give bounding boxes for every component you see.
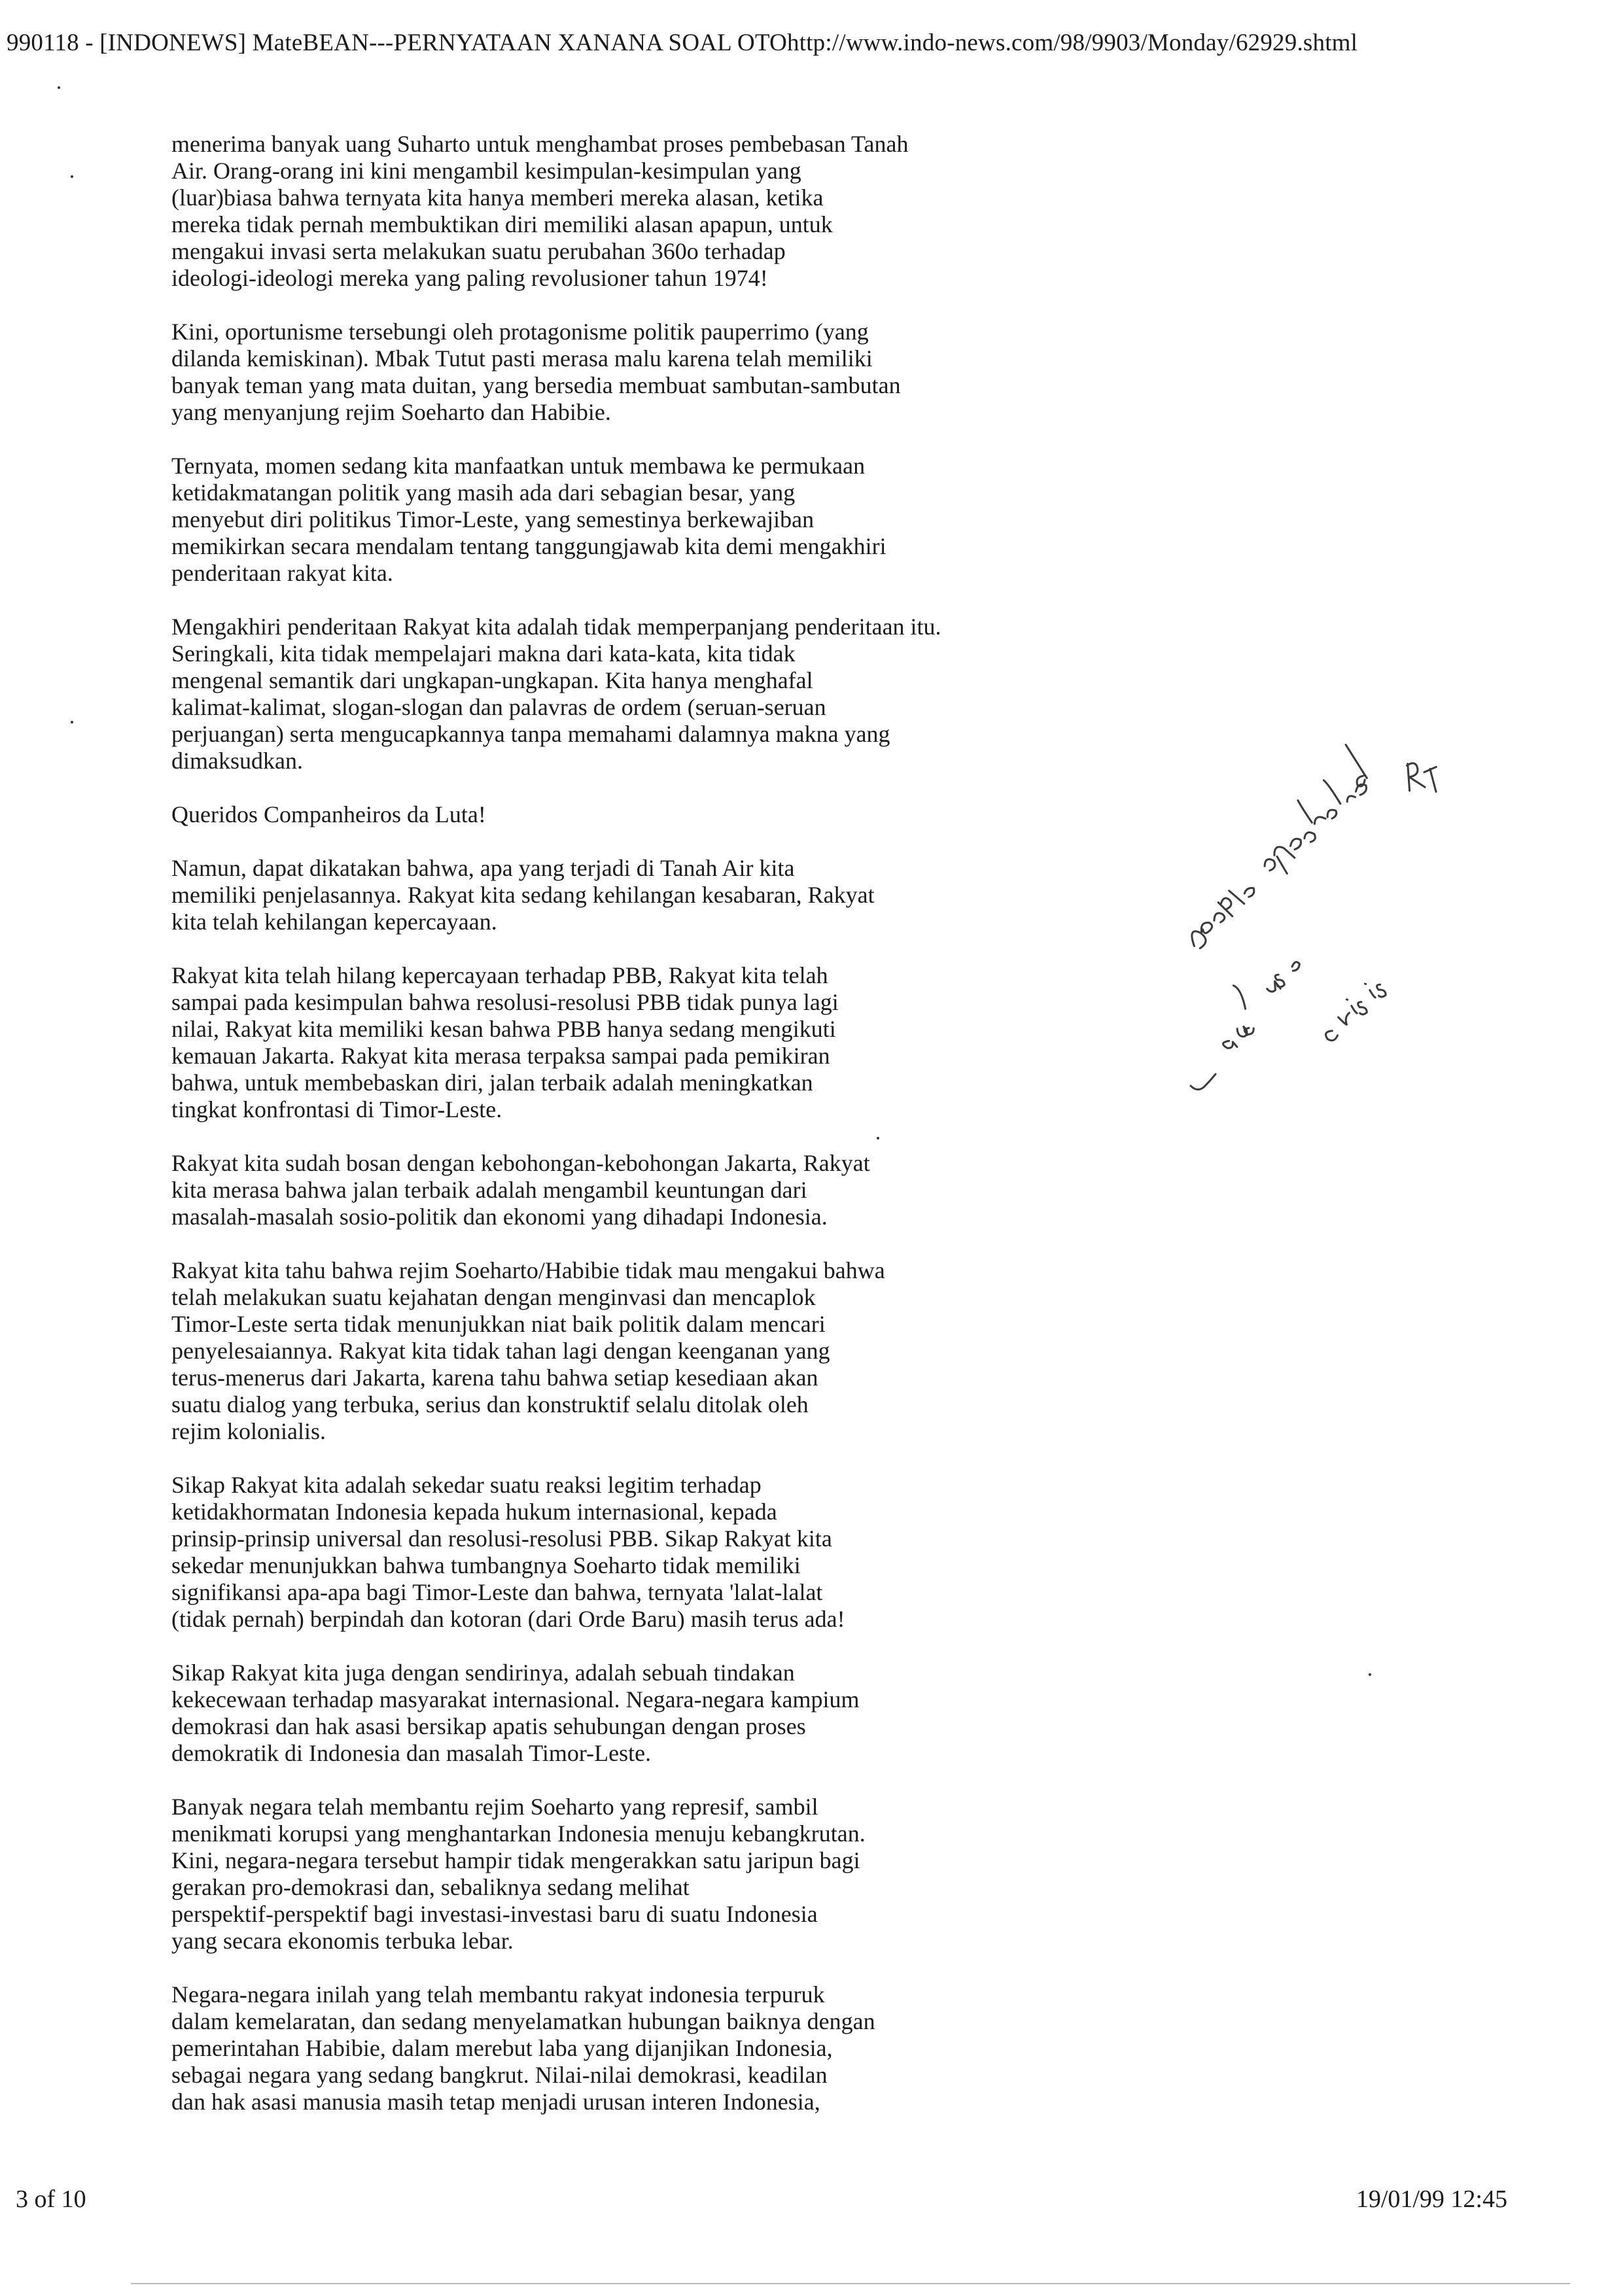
text-line: Sikap Rakyat kita adalah sekedar suatu reaksi legitim terhadap: [171, 1472, 762, 1498]
text-line: bahwa, untuk membebaskan diri, jalan terbaik adalah meningkatkan: [171, 1070, 813, 1096]
text-line: (tidak pernah) berpindah dan kotoran (dari Orde Baru) masih terus ada!: [171, 1606, 845, 1632]
text-line: ketidakmatangan politik yang masih ada dari sebagian besar, yang: [171, 479, 796, 506]
text-line: kita merasa bahwa jalan terbaik adalah mengambil keuntungan dari: [171, 1177, 807, 1203]
handwriting-rt: [1401, 756, 1443, 799]
paragraph: [171, 453, 1087, 587]
paragraph: [171, 1981, 1087, 2115]
text-line: demokrasi dan hak asasi bersikap apatis sehubungan dengan proses: [171, 1713, 806, 1739]
text-line: Banyak negara telah membantu rejim Soeharto yang represif, sambil: [171, 1794, 818, 1820]
text-line: Timor-Leste serta tidak menunjukkan niat baik politik dalam mencari: [171, 1311, 826, 1337]
text-line: dan hak asasi manusia masih tetap menjadi urusan interen Indonesia,: [171, 2089, 820, 2115]
text-line: perspektif-perspektif bagi investasi-investasi baru di suatu Indonesia: [171, 1901, 818, 1927]
handwriting-people-upset: [1154, 744, 1390, 950]
text-line: dimaksudkan.: [171, 748, 303, 774]
text-line: penyelesaiannya. Rakyat kita tidak tahan lagi dengan keenganan yang: [171, 1338, 830, 1364]
text-line: dilanda kemiskinan). Mbak Tutut pasti merasa malu karena telah memiliki: [171, 345, 873, 372]
text-line: mengakui invasi serta melakukan suatu perubahan 360o terhadap: [171, 238, 786, 264]
text-line: memikirkan secara mendalam tentang tanggungjawab kita demi mengakhiri: [171, 533, 886, 559]
text-line: memiliki penjelasannya. Rakyat kita sedang kehilangan kesabaran, Rakyat: [171, 882, 875, 908]
scan-edge-line: [131, 2283, 1570, 2284]
handwritten-annotation: [1099, 700, 1505, 1092]
page-number: 3 of 10: [16, 2185, 86, 2213]
text-line: ideologi-ideologi mereka yang paling revolusioner tahun 1974!: [171, 265, 768, 291]
text-line: Rakyat kita tahu bahwa rejim Soeharto/Habibie tidak mau mengakui bahwa: [171, 1257, 885, 1283]
paragraph: [171, 1794, 1087, 1955]
paragraph: [171, 319, 1087, 426]
text-line: menerima banyak uang Suharto untuk menghambat proses pembebasan Tanah: [171, 131, 909, 157]
handwriting-mark: [1191, 1074, 1216, 1090]
text-line: kemauan Jakarta. Rakyat kita merasa terpaksa sampai pada pemikiran: [171, 1043, 830, 1069]
scan-speck: [877, 1137, 879, 1139]
text-line: banyak teman yang mata duitan, yang bersedia membuat sambutan-sambutan: [171, 372, 901, 398]
text-line: Mengakhiri penderitaan Rakyat kita adalah tidak memperpanjang penderitaan itu.: [171, 614, 941, 640]
text-line: mengenal semantik dari ungkapan-ungkapan. Kita hanya menghafal: [171, 667, 813, 693]
text-line: pemerintahan Habibie, dalam merebut laba yang dijanjikan Indonesia,: [171, 2035, 833, 2061]
text-line: menyebut diri politikus Timor-Leste, yang semestinya berkewajiban: [171, 506, 815, 532]
paragraph: [171, 1257, 1087, 1445]
text-line: demokratik di Indonesia dan masalah Timor-Leste.: [171, 1740, 652, 1766]
text-line: terus-menerus dari Jakarta, karena tahu bahwa setiap kesediaan akan: [171, 1365, 818, 1391]
text-line: penderitaan rakyat kita.: [171, 560, 393, 586]
scan-speck: [58, 86, 60, 89]
text-line: yang menyanjung rejim Soeharto dan Habibie.: [171, 399, 611, 425]
text-line: dalam kemelaratan, dan sedang menyelamatkan hubungan baiknya dengan: [171, 2008, 875, 2034]
text-line: (luar)biasa bahwa ternyata kita hanya memberi mereka alasan, ketika: [171, 184, 824, 211]
text-line: Air. Orang-orang ini kini mengambil kesimpulan-kesimpulan yang: [171, 158, 801, 184]
text-line: kita telah kehilangan kepercayaan.: [171, 909, 497, 935]
text-line: Kini, negara-negara tersebut hampir tidak mengerakkan satu jaripun bagi: [171, 1847, 860, 1873]
text-line: sebagai negara yang sedang bangkrut. Nilai-nilai demokrasi, keadilan: [171, 2062, 828, 2088]
handwriting-crisis: [1313, 977, 1393, 1043]
text-line: ketidakhormatan Indonesia kepada hukum internasional, kepada: [171, 1499, 777, 1525]
text-line: perjuangan) serta mengucapkannya tanpa memahami dalamnya makna yang: [171, 721, 890, 747]
text-line: gerakan pro-demokrasi dan, sebaliknya sedang melihat: [171, 1874, 690, 1900]
text-line: telah melakukan suatu kejahatan dengan menginvasi dan mencaplok: [171, 1284, 816, 1310]
text-line: signifikansi apa-apa bagi Timor-Leste dan bahwa, ternyata 'lalat-lalat: [171, 1579, 823, 1605]
text-line: Rakyat kita telah hilang kepercayaan terhadap PBB, Rakyat kita telah: [171, 962, 828, 988]
paragraph: [171, 1472, 1087, 1633]
text-line: Rakyat kita sudah bosan dengan kebohongan-kebohongan Jakarta, Rakyat: [171, 1150, 870, 1176]
text-line: Negara-negara inilah yang telah membantu rakyat indonesia terpuruk: [171, 1981, 825, 2008]
text-line: Seringkali, kita tidak mempelajari makna dari kata-kata, kita tidak: [171, 640, 796, 667]
scan-speck: [1369, 1673, 1371, 1676]
text-line: kekecewaan terhadap masyarakat internasional. Negara-negara kampium: [171, 1686, 860, 1713]
scan-speck: [71, 721, 73, 723]
text-line: sampai pada kesimpulan bahwa resolusi-resolusi PBB tidak punya lagi: [171, 989, 839, 1015]
handwriting-and-use: [1200, 952, 1320, 1052]
text-line: tingkat konfrontasi di Timor-Leste.: [171, 1096, 502, 1122]
text-line: prinsip-prinsip universal dan resolusi-resolusi PBB. Sikap Rakyat kita: [171, 1525, 832, 1552]
document-body: [171, 131, 1087, 2142]
paragraph: [171, 962, 1087, 1123]
paragraph: [171, 855, 1087, 935]
text-line: yang secara ekonomis terbuka lebar.: [171, 1928, 514, 1954]
paragraph: [171, 614, 1087, 774]
text-line: mereka tidak pernah membuktikan diri memiliki alasan apapun, untuk: [171, 211, 833, 237]
paragraph: [171, 801, 1087, 828]
text-line: Namun, dapat dikatakan bahwa, apa yang terjadi di Tanah Air kita: [171, 855, 795, 881]
text-line: nilai, Rakyat kita memiliki kesan bahwa PBB hanya sedang mengikuti: [171, 1016, 836, 1042]
text-line: menikmati korupsi yang menghantarkan Indonesia menuju kebangkrutan.: [171, 1820, 866, 1847]
text-line: rejim kolonialis.: [171, 1418, 326, 1444]
scan-speck: [71, 175, 73, 178]
paragraph: [171, 1150, 1087, 1230]
text-line: Sikap Rakyat kita juga dengan sendirinya, adalah sebuah tindakan: [171, 1660, 795, 1686]
paragraph: [171, 131, 1087, 292]
page-header-url: 990118 - [INDONEWS] MateBEAN---PERNYATAAN XANANA SOAL OTOhttp://www.indo-news.com/98/9903/Monday/62929.shtml: [7, 29, 1358, 56]
text-line: Ternyata, momen sedang kita manfaatkan untuk membawa ke permukaan: [171, 453, 866, 479]
text-line: Kini, oportunisme tersebungi oleh protagonisme politik pauperrimo (yang: [171, 319, 869, 345]
text-line: kalimat-kalimat, slogan-slogan dan palavras de ordem (seruan-seruan: [171, 694, 826, 720]
print-datetime: 19/01/99 12:45: [1356, 2185, 1507, 2213]
paragraph: [171, 1660, 1087, 1767]
text-line: Queridos Companheiros da Luta!: [171, 801, 486, 827]
text-line: masalah-masalah sosio-politik dan ekonomi yang dihadapi Indonesia.: [171, 1204, 828, 1230]
text-line: suatu dialog yang terbuka, serius dan konstruktif selalu ditolak oleh: [171, 1391, 809, 1418]
text-line: sekedar menunjukkan bahwa tumbangnya Soeharto tidak memiliki: [171, 1552, 801, 1578]
